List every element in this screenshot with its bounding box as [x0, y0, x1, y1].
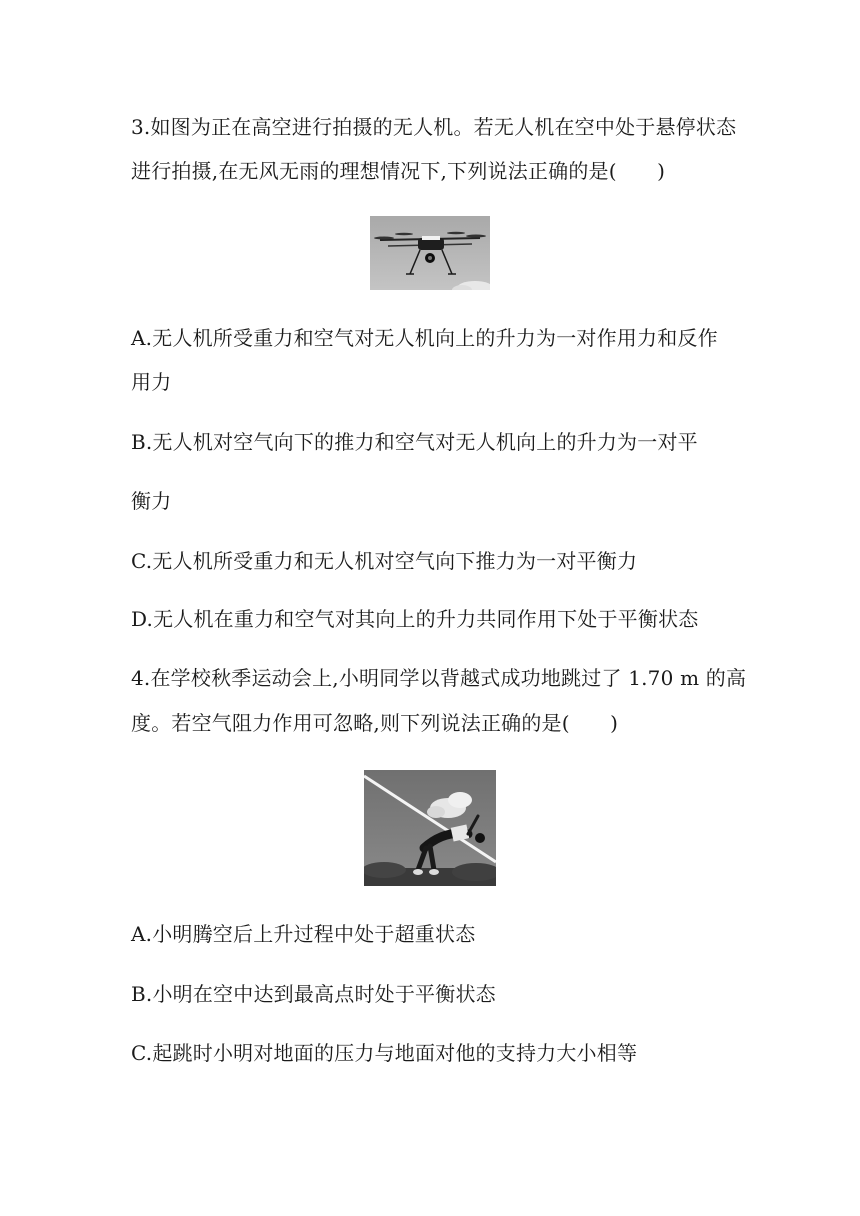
q4-option-b: B.小明在空中达到最高点时处于平衡状态	[131, 982, 496, 1006]
q4-stem-line-2: 度。若空气阻力作用可忽略,则下列说法正确的是( )	[131, 711, 619, 735]
q4-option-a: A.小明腾空后上升过程中处于超重状态	[131, 922, 476, 946]
drone-photo	[370, 216, 490, 290]
q4-stem-line-1: 4.在学校秋季运动会上,小明同学以背越式成功地跳过了 1.70 m 的高	[131, 666, 747, 690]
q3-option-a-line-2: 用力	[131, 370, 172, 394]
q4-option-c: C.起跳时小明对地面的压力与地面对他的支持力大小相等	[131, 1041, 638, 1065]
q3-option-a-line-1: A.无人机所受重力和空气对无人机向上的升力为一对作用力和反作	[131, 326, 718, 350]
q3-option-d: D.无人机在重力和空气对其向上的升力共同作用下处于平衡状态	[131, 607, 699, 631]
high-jump-photo	[364, 770, 496, 886]
q3-option-b-line-1: B.无人机对空气向下的推力和空气对无人机向上的升力为一对平	[131, 430, 698, 454]
q3-option-b-line-2: 衡力	[131, 489, 172, 513]
q3-stem-line-1: 3.如图为正在高空进行拍摄的无人机。若无人机在空中处于悬停状态	[131, 115, 737, 139]
q3-stem-line-2: 进行拍摄,在无风无雨的理想情况下,下列说法正确的是( )	[131, 159, 666, 183]
q3-option-c: C.无人机所受重力和无人机对空气向下推力为一对平衡力	[131, 549, 638, 573]
